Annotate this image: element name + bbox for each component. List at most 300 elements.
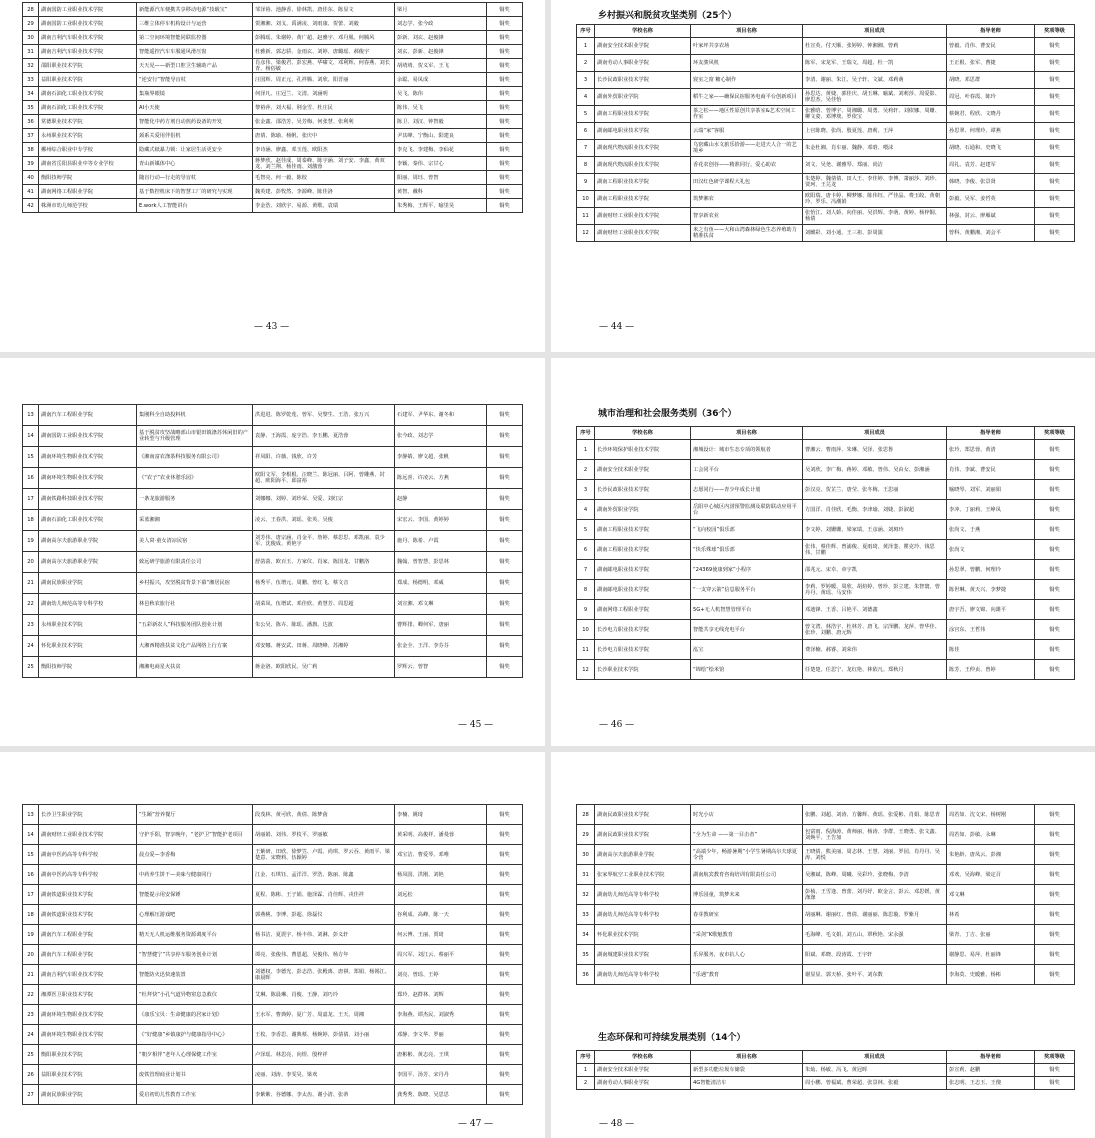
cell-project: 湖南航宾教育咨询培训有限责任公司 (691, 865, 803, 885)
cell-school: 邵阳职业技术学院 (39, 59, 137, 73)
cell-advisors: 刘远松 (395, 885, 487, 905)
cell-school: 长沙环境保护职业技术学院 (595, 440, 691, 460)
cell-no: 26 (23, 1065, 39, 1085)
cell-members: 方国洋、肖佳欣、毛衡、李津瑜、刘婕、彭淑超 (803, 500, 947, 520)
page-number: — 47 — (458, 1119, 494, 1129)
cell-members: 王水军、曹典婷、夏广芳、周嘉龙、王天、周湘 (253, 1005, 395, 1025)
cell-award: 铜奖 (487, 73, 523, 87)
cell-project: 乐昇服务，夜市抗人心 (691, 945, 803, 965)
cell-project: “智慧健宁”共享停车服务创业计划 (137, 945, 253, 965)
cell-no: 32 (577, 885, 595, 905)
table-row (577, 157, 1075, 174)
cell-school: 湖南高尔夫旅游职业学院 (39, 552, 137, 573)
cell-members: 李文婷、刘姗姗、梁家瑞、王彦涵、刘斑玲 (803, 520, 947, 540)
table-row (23, 573, 523, 594)
cell-school: 湖南省岳阳县职业中等专业学校 (39, 157, 137, 171)
header-award: 奖项等级 (1035, 25, 1075, 38)
cell-advisors: 陈伟、吴飞 (395, 101, 487, 115)
cell-school: 株洲市幼儿师范学校 (39, 199, 137, 213)
cell-advisors: 彭宣莉、赵鹏 (947, 1064, 1035, 1077)
cell-project: 《“农子”农业休憩乐园》 (137, 468, 253, 489)
cell-school: 湖南吉利汽车职业技术学院 (39, 965, 137, 985)
table-row (23, 405, 523, 426)
page-number: — 46 — (599, 720, 635, 730)
cell-school: 怀化职业技术学院 (39, 636, 137, 657)
cell-members: 贺湘湘、刘戈、禹满凌、刘雨康、贺蕾、刘毅 (253, 17, 395, 31)
cell-no: 5 (577, 520, 595, 540)
table-row (577, 945, 1075, 965)
cell-no: 36 (577, 965, 595, 985)
cell-advisors: 李海燕、谭杰民、刘淑秀 (395, 1005, 487, 1025)
table-row (23, 552, 523, 573)
table-row (23, 885, 523, 905)
section-title: 生态环保和可持续发展类别（14个） (598, 1033, 746, 1043)
header-award: 奖项等级 (1035, 427, 1075, 440)
cell-no: 31 (23, 45, 39, 59)
table-row (577, 620, 1075, 640)
cell-members: 段茂林、黄可欣、黄倩、陈梦茵 (253, 805, 395, 825)
cell-members: 祥凤阳、许薇、钱欣、许芳 (253, 447, 395, 468)
cell-award: 铜奖 (1035, 905, 1075, 925)
cell-advisors: 吴飞、陈伟 (395, 87, 487, 101)
cell-no: 30 (577, 845, 595, 865)
cell-school: 湖南石油化工职业技术学院 (39, 87, 137, 101)
cell-award: 铜奖 (487, 447, 523, 468)
cell-award: 铜奖 (1035, 1077, 1075, 1090)
cell-advisors: 朱秀梅、王辉平、喻里昊 (395, 199, 487, 213)
cell-award: 铜奖 (487, 925, 523, 945)
cell-school: 常德职业技术学院 (39, 115, 137, 129)
cell-school: 长沙卫生职业学院 (39, 805, 137, 825)
award-table (576, 426, 1075, 680)
cell-members: 袁静、王海霞、庞宇浩、李玉鹏、夏浩蓉 (253, 426, 395, 447)
page-43 (0, 0, 545, 352)
cell-award: 铜奖 (487, 865, 523, 885)
cell-project: 集瓶界眼镜 (137, 87, 253, 101)
page-44 (551, 0, 1095, 352)
cell-members: 上官陈晓、张尚、殷夏莲、唐莉、王萍 (803, 123, 947, 140)
cell-school: 怀化职业技术学院 (595, 925, 691, 945)
cell-advisors: 肖伟、李斌、曹安民 (947, 460, 1035, 480)
cell-award: 铜奖 (487, 845, 523, 865)
cell-members: 艾琳、陈晨琳、肖俊、王静、刘巧玲 (253, 985, 395, 1005)
cell-members: 胡丽娟、刘伟、罗枚平、罗丽敏 (253, 825, 395, 845)
cell-advisors: 李冲、丁丽莉、王峥凤 (947, 500, 1035, 520)
cell-project: 工会同平台 (691, 460, 803, 480)
cell-award: 铜奖 (1035, 480, 1075, 500)
cell-school: 益阳职业技术学院 (39, 1065, 137, 1085)
cell-award: 铜奖 (487, 171, 523, 185)
cell-award: 铜奖 (1035, 208, 1075, 225)
cell-members: 王晓倩、熊美丽、周志林、王慧、刘丽、罗园、肖丹丹、吴涛、刘悦 (803, 845, 947, 865)
table-row (23, 87, 523, 101)
cell-award: 铜奖 (487, 965, 523, 985)
cell-award: 铜奖 (487, 1025, 523, 1045)
cell-school: 湖南铁道职业技术学院 (39, 905, 137, 925)
cell-members: 魏英建、彭牧然、李源峰、陈佳洛 (253, 185, 395, 199)
cell-advisors: 宋宏云、李国、黄婷婷 (395, 510, 487, 531)
cell-award: 铜奖 (487, 87, 523, 101)
cell-project: AI小天使 (137, 101, 253, 115)
cell-project: 《“好健康”乡镇康护与健康指导中心》 (137, 1025, 253, 1045)
table-row (577, 560, 1075, 580)
cell-advisors: 陈卫、刘汉、钟智毅 (395, 115, 487, 129)
cell-project: 新能源汽车便携共享移动电源“技载宝” (137, 3, 253, 17)
cell-school: 湖南石油化工职业技术学院 (39, 510, 137, 531)
cell-no: 1 (577, 1064, 595, 1077)
cell-project: “五彩新农人”科技服务团队创业计划 (137, 615, 253, 636)
cell-school: 湖南工程职业技术学院 (595, 106, 691, 123)
page-number: — 44 — (599, 322, 635, 332)
cell-school: 湖南工程职业技术学院 (595, 520, 691, 540)
cell-no: 15 (23, 845, 39, 865)
cell-school: 湖南邮电职业技术学院 (595, 123, 691, 140)
cell-members: 黎裕萍、刘大福、荆金雪、杜庄民 (253, 101, 395, 115)
table-row (23, 1025, 523, 1045)
cell-school: 湖南工程职业技术学院 (595, 174, 691, 191)
cell-award: 铜奖 (1035, 865, 1075, 885)
cell-advisors: 阳丽、周珏、曾智 (395, 171, 487, 185)
cell-project: “飞向校园”俱乐部 (691, 520, 803, 540)
cell-advisors: 周兴军、刘江云、蔡丽平 (395, 945, 487, 965)
cell-no: 10 (577, 191, 595, 208)
cell-members: 李诗涵、廖鑫、邓玉莲、欧阳杰 (253, 143, 395, 157)
cell-no: 9 (577, 174, 595, 191)
cell-advisors: 谢静思、易萍、杜丽锋 (947, 945, 1035, 965)
cell-members: 张鹏、刘超、刘涛、方馨辉、黄瑶、张爱彬、肖娟、陈思青 (803, 805, 947, 825)
cell-advisors: 李静婧、廖文超、张帆 (395, 447, 487, 468)
cell-no: 7 (577, 560, 595, 580)
cell-award: 铜奖 (1035, 106, 1075, 123)
cell-no: 7 (577, 140, 595, 157)
table-row (23, 1085, 523, 1105)
cell-members: 彭桢、王雪逢、曾蕾、刘丹妤、欧金言、彭云、邓思媛、黄涤涤 (803, 885, 947, 905)
cell-award: 铜奖 (1035, 885, 1075, 905)
cell-members: 曾文湾、林浩宇、杜林芳、唐飞、宗泽鹏、龙萍、曾华佳、张珍、刘鹏、唐元辉 (803, 620, 947, 640)
cell-no: 17 (23, 489, 39, 510)
table-row (577, 123, 1075, 140)
cell-project: 稻牛之家——确保民宿服务电商平台创新项目 (691, 89, 803, 106)
table-row (23, 510, 523, 531)
cell-award: 铜奖 (1035, 460, 1075, 480)
cell-members: 蒋梦欣、赵佳成、周泰峰、陈宇涵、刘子安、李鑫、黄双龙、刘兰翔、杨佳雨、刘激蓉 (253, 157, 395, 171)
cell-award: 铜奖 (1035, 580, 1075, 600)
cell-project: 湘城设计：城市生态专项的领航者 (691, 440, 803, 460)
cell-members: 邓安娜、蒋安武、田蒋、周晓峰、苏湘婷 (253, 636, 395, 657)
cell-no: 10 (577, 620, 595, 640)
cell-advisors: 黄智、戴科 (395, 185, 487, 199)
cell-advisors: 李克飞、李建梅、李仙花 (395, 143, 487, 157)
cell-no: 12 (577, 225, 595, 242)
cell-no: 6 (577, 540, 595, 560)
cell-advisors: 罗辉云、曾智 (395, 657, 487, 678)
cell-school: 湖南铁路科技职业技术学院 (39, 489, 137, 510)
table-row (23, 157, 523, 171)
cell-award: 铜奖 (1035, 825, 1075, 845)
cell-no: 2 (577, 55, 595, 72)
cell-advisors: 曾毅、肖伟、曹安民 (947, 38, 1035, 55)
cell-members: 刘文、吴尧、谢雅琴、郑丽、尚洁 (803, 157, 947, 174)
section-title: 乡村振兴和脱贫攻坚类别（25个） (598, 11, 737, 21)
cell-no: 8 (577, 157, 595, 174)
cell-no: 12 (577, 660, 595, 680)
cell-project: 致远研学旅游有限责任公司 (137, 552, 253, 573)
cell-school: 湖南城建职业技术学院 (595, 945, 691, 965)
table-row (577, 72, 1075, 89)
table-row (23, 45, 523, 59)
cell-no: 16 (23, 468, 39, 489)
cell-no: 25 (23, 1045, 39, 1065)
cell-award: 铜奖 (487, 636, 523, 657)
table-row (577, 174, 1075, 191)
cell-school: 湖南环境生物职业技术学院 (39, 447, 137, 468)
cell-members: 刘芳伟、唐宗涵、肖金平、詹婷、蔡思思、邓凯丽、袁少军、沈俊成、黄艳宇 (253, 531, 395, 552)
cell-members: 陈军、宋龙军、王瑞文、周超、杜一凯 (803, 55, 947, 72)
cell-project: 乡村振兴，攻坚脱贫背景下幕“湘居民宿 (137, 573, 253, 594)
page-48 (551, 752, 1095, 1138)
cell-school: 湖南高尔夫旅游职业学院 (595, 845, 691, 865)
table-row (577, 208, 1075, 225)
cell-project: 晨点爱—李香梅 (137, 845, 253, 865)
table-row (23, 489, 523, 510)
cell-project: 筑梦湘农 (691, 191, 803, 208)
cell-advisors: 龚秀秀、陈晓、吴思思 (395, 1085, 487, 1105)
cell-no: 22 (23, 985, 39, 1005)
header-advisors: 指导老师 (947, 1051, 1035, 1064)
cell-project: 叶家坪共享农场 (691, 38, 803, 55)
cell-school: 湖南邮电职业技术学院 (595, 580, 691, 600)
table-row (23, 905, 523, 925)
table-row (577, 865, 1075, 885)
cell-project: “采剑”K歌魁教育 (691, 925, 803, 945)
cell-project: 新型多功能垃圾车储袋 (691, 1064, 803, 1077)
cell-advisors: 刘志学、张今政 (395, 17, 487, 31)
cell-advisors: 唐宇吾、廖文锦、向雄平 (947, 600, 1035, 620)
cell-members: 杜宣英、付天顺、张婷婷、钟湘湘、曾莉 (803, 38, 947, 55)
cell-members: 朱公吴、陈卉、陈瑶、潘旗、达波 (253, 615, 395, 636)
cell-advisors: 张尚文、于燕 (947, 520, 1035, 540)
cell-school: 湖南汽车工程职业学院 (39, 945, 137, 965)
cell-school: 湖南外贸职业学院 (595, 500, 691, 520)
table-row (577, 805, 1075, 825)
cell-award: 铜奖 (1035, 660, 1075, 680)
header-project: 项目名称 (691, 1051, 803, 1064)
cell-award: 铜奖 (487, 45, 523, 59)
table-row (23, 426, 523, 447)
cell-project: 乌密藏山水文旅乐拾游——走进天人合一的艺境乡 (691, 140, 803, 157)
award-table (576, 804, 1075, 985)
cell-members: 张金鑫、邵浩芳、吴芳梅、何张慧、张利利 (253, 115, 395, 129)
table-row (23, 531, 523, 552)
cell-advisors: 郑玲、赵群林、刘辉 (395, 985, 487, 1005)
cell-award: 铜奖 (487, 825, 523, 845)
cell-advisors: 谷利成、高峰、陈一天 (395, 905, 487, 925)
cell-award: 铜奖 (487, 905, 523, 925)
cell-advisors: 黄采明、高俊祥、潘曼蓉 (395, 825, 487, 845)
cell-members: 夏程、陈彬、王子娟、施泽霖、肖佳辉、戎佳祥 (253, 885, 395, 905)
cell-members: 唐倩、陈瑜、杨帆、张庆中 (253, 129, 395, 143)
cell-members: 凌丽、刘涛、李雯昊、梁欢 (253, 1065, 395, 1085)
cell-project: 春芽教研室 (691, 905, 803, 925)
header-members: 项目成员 (803, 1051, 947, 1064)
cell-project: “杜拜快”小孔气道异物窒息急救仪 (137, 985, 253, 1005)
cell-school: 湖南幼儿师范高等专科学校 (595, 965, 691, 985)
cell-award: 铜奖 (1035, 1064, 1075, 1077)
cell-advisors: 刘玄、彭新、赵俊锋 (395, 45, 487, 59)
cell-no: 33 (577, 905, 595, 925)
cell-project: 茶之松——地区性原创共享茶室&艺术空间工作室 (691, 106, 803, 123)
cell-school: 湖南劳动人事职业学院 (595, 1077, 691, 1090)
cell-school: 长沙民政职业技术学院 (595, 480, 691, 500)
cell-members: 蒋金洛、欧阳欣民、吴广莉 (253, 657, 395, 678)
table-row (577, 500, 1075, 520)
page-45 (0, 358, 545, 746)
table-row (577, 845, 1075, 865)
cell-school: 湖南国防工业职业技术学院 (39, 426, 137, 447)
cell-no: 3 (577, 72, 595, 89)
cell-advisors: 何云博、王丽、贾琦 (395, 925, 487, 945)
table-row (577, 640, 1075, 660)
cell-school: 益阳职业技术学院 (39, 73, 137, 87)
cell-no: 27 (23, 1085, 39, 1105)
cell-award: 铜奖 (487, 17, 523, 31)
cell-project: 颈系关爱用伴侣机 (137, 129, 253, 143)
cell-award: 铜奖 (1035, 540, 1075, 560)
table-row (577, 660, 1075, 680)
cell-project: 废铁管理商业计划书 (137, 1065, 253, 1085)
table-row (577, 925, 1075, 945)
cell-advisors: 林希 (947, 905, 1035, 925)
table-row (23, 115, 523, 129)
cell-no: 2 (577, 460, 595, 480)
cell-school: 张家界航空工业职业技术学院 (595, 865, 691, 885)
cell-project: 美人窝·童女清凉民宿 (137, 531, 253, 552)
cell-advisors: 郑成、杨德明、邓威 (395, 573, 487, 594)
cell-no: 19 (23, 925, 39, 945)
cell-project: 智能提示用安保锤 (137, 885, 253, 905)
cell-award: 铜奖 (1035, 845, 1075, 865)
cell-award: 铜奖 (487, 657, 523, 678)
cell-school: 湖南吉利汽车职业技术学院 (39, 45, 137, 59)
cell-award: 铜奖 (1035, 520, 1075, 540)
cell-award: 铜奖 (487, 129, 523, 143)
cell-members: 舒菡菡、欧百玉、方家仪、肖家、陈国龙、甘鹏洛 (253, 552, 395, 573)
cell-project: 泓宝 (691, 640, 803, 660)
cell-no: 33 (23, 73, 39, 87)
cell-project: 青山新媒体中心 (137, 157, 253, 171)
cell-school: 湖南中医药高等专科学校 (39, 845, 137, 865)
cell-members: 邹泽裕、池静香、徐林凯、唐佳东、陈显文 (253, 3, 395, 17)
cell-members: 毛海峰、毛文娟、刘五山、覃秋艳、宋永强 (803, 925, 947, 945)
cell-members: 李莉、罗婷暖、周欣、胡煊婷、曾珍、彭立建、朱智寰、曾丹丹、黄瑶、马安伟 (803, 580, 947, 600)
header-no: 序号 (577, 427, 595, 440)
cell-members: 王紫研、田欣、徐梦笠、卢霞、尚琪、罗云吞、黄雨平、梁楚意、宋晓莉、伍颖婷 (253, 845, 395, 865)
table-row (577, 38, 1075, 55)
cell-no: 36 (23, 115, 39, 129)
cell-members: 谭亮、张俊伟、曹恩超、吴俊伟、杨方年 (253, 945, 395, 965)
cell-no: 20 (23, 552, 39, 573)
cell-no: 1 (577, 440, 595, 460)
cell-members: 张伟、蔡佳辉、曾浦俊、夏雨琦、黄泽銮、瞿克玲、钱思伟、甘鹏 (803, 540, 947, 560)
cell-members: 郭燕桃、李博、彭超、徐磊仪 (253, 905, 395, 925)
cell-school: 湖南民族职业学院 (39, 1085, 137, 1105)
table-row (577, 480, 1075, 500)
cell-advisors: 周冠、叶春霞、陈玲 (947, 89, 1035, 106)
cell-award: 铜奖 (1035, 157, 1075, 174)
page-46 (551, 358, 1095, 746)
cell-project: 基于数控机床下的智慧工厂的研究与实现 (137, 185, 253, 199)
cell-members: 刘娜娜、刘婷、刘珍荣、吴爱、刘红宗 (253, 489, 395, 510)
cell-project: “高端少年，畅游暑期”小学生暑期高尔夫球夏令营 (691, 845, 803, 865)
cell-award: 铜奖 (1035, 225, 1075, 242)
page-number: — 43 — (254, 322, 290, 332)
cell-school: 湖南民政职业技术学院 (595, 805, 691, 825)
cell-no: 5 (577, 106, 595, 123)
cell-no: 37 (23, 129, 39, 143)
header-no: 序号 (577, 1051, 595, 1064)
cell-advisors: 李楠、姚琦 (395, 805, 487, 825)
table-row (23, 59, 523, 73)
cell-school: 湖南网络工程职业学院 (595, 600, 691, 620)
cell-award: 铜奖 (1035, 440, 1075, 460)
table-row (577, 225, 1075, 242)
cell-school: 湖南财经工业职业技术学院 (595, 208, 691, 225)
table-row (577, 140, 1075, 157)
cell-advisors: 王正根、张军、曹捷 (947, 55, 1035, 72)
cell-no: 42 (23, 199, 39, 213)
cell-school: 湖南铁道职业技术学院 (39, 885, 137, 905)
cell-members: 胡丽琳、谢丽红、曾倩、谢丽丽、陈思璇、罗紫月 (803, 905, 947, 925)
cell-advisors: 曾科、黄鹏湘、刘会平 (947, 225, 1035, 242)
cell-no: 21 (23, 573, 39, 594)
page-47 (0, 752, 545, 1138)
cell-members: 凌云、王春洪、刘瑶、张英、吴俊 (253, 510, 395, 531)
cell-members: 毛智亮、何一毅、陈校 (253, 171, 395, 185)
table-row (577, 520, 1075, 540)
table-row (23, 636, 523, 657)
cell-project: 第二空间环境智能同联监控器 (137, 31, 253, 45)
cell-no: 11 (577, 640, 595, 660)
cell-advisors: 曹辉排、卿何军、唐丽 (395, 615, 487, 636)
cell-award: 铜奖 (1035, 191, 1075, 208)
cell-no: 38 (23, 143, 39, 157)
cell-award: 铜奖 (487, 1085, 523, 1105)
cell-no: 15 (23, 447, 39, 468)
cell-advisors: 邓静、李文华、罗丽 (395, 1025, 487, 1045)
cell-members: 欧阳瑞、唐卡婷、柳梦娜、陈伟钰、严佳晶、费玉皎、黄朝玲、罗乐、冯潮娟 (803, 191, 947, 208)
header-project: 项目名称 (691, 427, 803, 440)
table-row (23, 129, 523, 143)
cell-school: 湖南民政职业技术学院 (595, 825, 691, 845)
cell-advisors: 张今政、刘志学 (395, 426, 487, 447)
cell-school: 湖南外贸职业学院 (595, 89, 691, 106)
table-row (577, 106, 1075, 123)
cell-no: 30 (23, 31, 39, 45)
cell-advisors: 陈远喜、许凌云、方燕 (395, 468, 487, 489)
table-row (23, 31, 523, 45)
cell-members: 杜雅新、郭志骄、金雨玄、刘婷、唐璐瑶、郝俊宇 (253, 45, 395, 59)
cell-school: 湖南幼儿师范高等专科学校 (595, 905, 691, 925)
cell-project: “24369使康到家”小程序 (691, 560, 803, 580)
cell-members: 费泽楠、郝睿、刘荣伟 (803, 640, 947, 660)
cell-project: 智享新农业 (691, 208, 803, 225)
cell-members: 刘德权、李德光、彭志浩、张殿离、唐祺、郑娟、杨锡江、康晨晖 (253, 965, 395, 985)
cell-no: 18 (23, 905, 39, 925)
cell-award: 铜奖 (487, 199, 523, 213)
cell-advisors: 梁青、丁吉、张丽 (947, 925, 1035, 945)
cell-members: 刘麒彩、刘小通、王三祖、彭周演 (803, 225, 947, 242)
cell-school: 湖南网络工程职业学院 (39, 185, 137, 199)
